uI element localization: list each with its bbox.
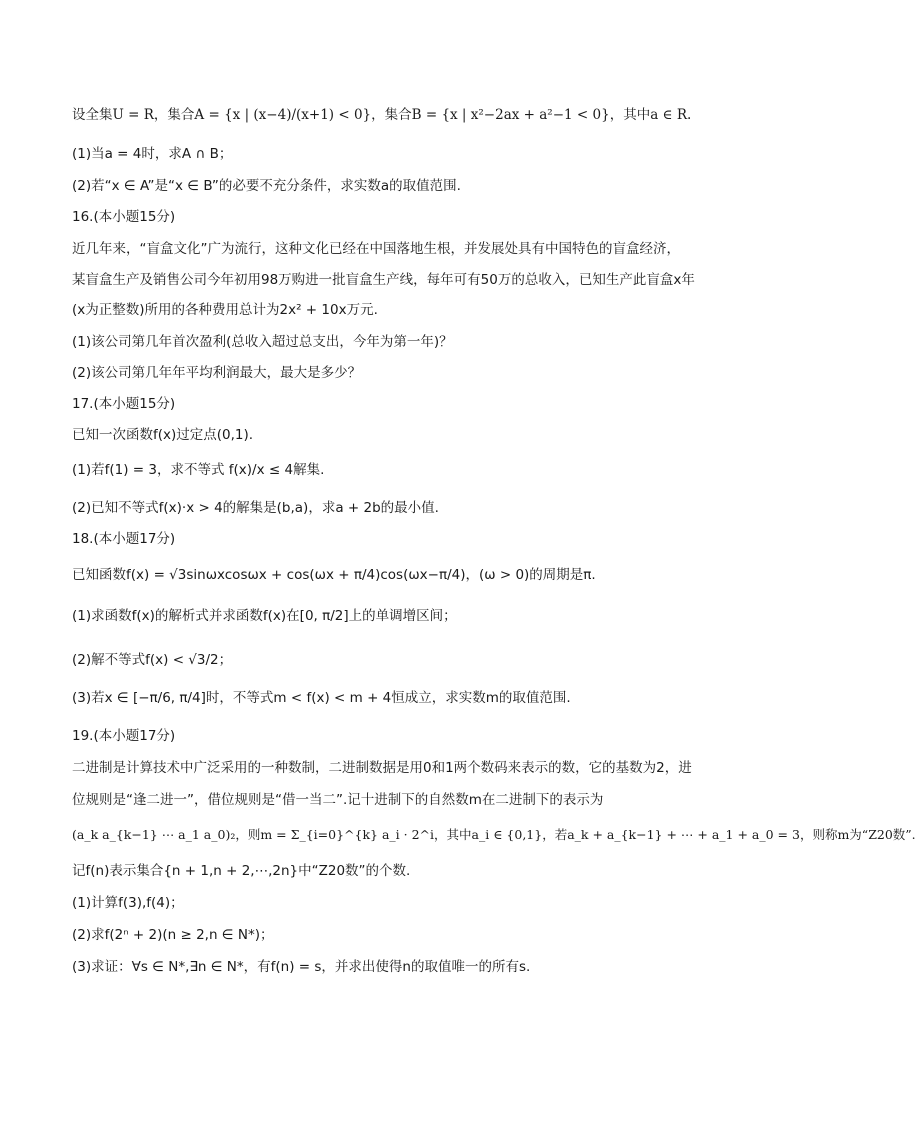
q18-header: 18.(本小题17分) bbox=[72, 531, 176, 547]
q16-header: 16.(本小题15分) bbox=[72, 209, 176, 225]
q19-part2: (2)求f(2ⁿ + 2)(n ≥ 2,n ∈ N*)； bbox=[72, 927, 274, 943]
q18-part3: (3)若x ∈ [−π/6, π/4]时，不等式m < f(x) < m + 4恒成立，求实数m的取值范围. bbox=[72, 690, 571, 706]
q16-stem-line1: 近几年来，“盲盒文化”广为流行，这种文化已经在中国落地生根，并发展处具有中国特色的盲盒经济， bbox=[72, 241, 680, 257]
q15-part2: (2)若“x ∈ A”是“x ∈ B”的必要不充分条件，求实数a的取值范围. bbox=[72, 178, 461, 194]
q19-stem-line3: (a_k a_{k−1} ⋯ a_1 a_0)₂，则m = Σ_{i=0}^{k} a_i · 2^i，其中a_i ∈ {0,1}，若a_k + a_{k−1} + ⋯ + a_1 + a_0 = 3，则称m为“Z20数”. bbox=[72, 827, 916, 842]
q16-part2: (2)该公司第几年年平均利润最大，最大是多少？ bbox=[72, 365, 362, 381]
q17-part1: (1)若f(1) = 3，求不等式 f(x)/x ≤ 4解集. bbox=[72, 462, 325, 478]
q17-part2: (2)已知不等式f(x)·x > 4的解集是(b,a)，求a + 2b的最小值. bbox=[72, 500, 439, 516]
q18-stem: 已知函数f(x) = √3sinωxcosωx + cos(ωx + π/4)cos(ωx−π/4)，(ω > 0)的周期是π. bbox=[72, 567, 596, 583]
q18-part2: (2)解不等式f(x) < √3/2； bbox=[72, 652, 233, 668]
q17-stem: 已知一次函数f(x)过定点(0,1). bbox=[72, 427, 254, 443]
q19-part1: (1)计算f(3),f(4)； bbox=[72, 895, 184, 911]
q18-part1: (1)求函数f(x)的解析式并求函数f(x)在[0, π/2]上的单调增区间； bbox=[72, 608, 457, 624]
q19-stem-line4: 记f(n)表示集合{n + 1,n + 2,⋯,2n}中“Z20数”的个数. bbox=[72, 863, 411, 879]
q15-set-definition: 设全集U = R，集合A = {x | (x−4)/(x+1) < 0}，集合B = {x | x²−2ax + a²−1 < 0}，其中a ∈ R. bbox=[72, 107, 692, 123]
q19-part3: (3)求证：∀s ∈ N*,∃n ∈ N*，有f(n) = s，并求出使得n的取值唯一的所有s. bbox=[72, 959, 531, 975]
q16-part1: (1)该公司第几年首次盈利(总收入超过总支出，今年为第一年)？ bbox=[72, 334, 453, 350]
q19-stem-line2: 位规则是“逢二进一”，借位规则是“借一当二”.记十进制下的自然数m在二进制下的表示为 bbox=[72, 792, 604, 808]
q16-stem-line2: 某盲盒生产及销售公司今年初用98万购进一批盲盒生产线，每年可有50万的总收入，已知生产此盲盒x年 bbox=[72, 272, 695, 288]
q17-header: 17.(本小题15分) bbox=[72, 396, 176, 412]
q19-header: 19.(本小题17分) bbox=[72, 728, 176, 744]
q19-stem-line1: 二进制是计算技术中广泛采用的一种数制，二进制数据是用0和1两个数码来表示的数，它的基数为2，进 bbox=[72, 760, 692, 776]
q15-part1: (1)当a = 4时，求A ∩ B； bbox=[72, 146, 233, 162]
q16-stem-line3: (x为正整数)所用的各种费用总计为2x² + 10x万元. bbox=[72, 302, 378, 318]
